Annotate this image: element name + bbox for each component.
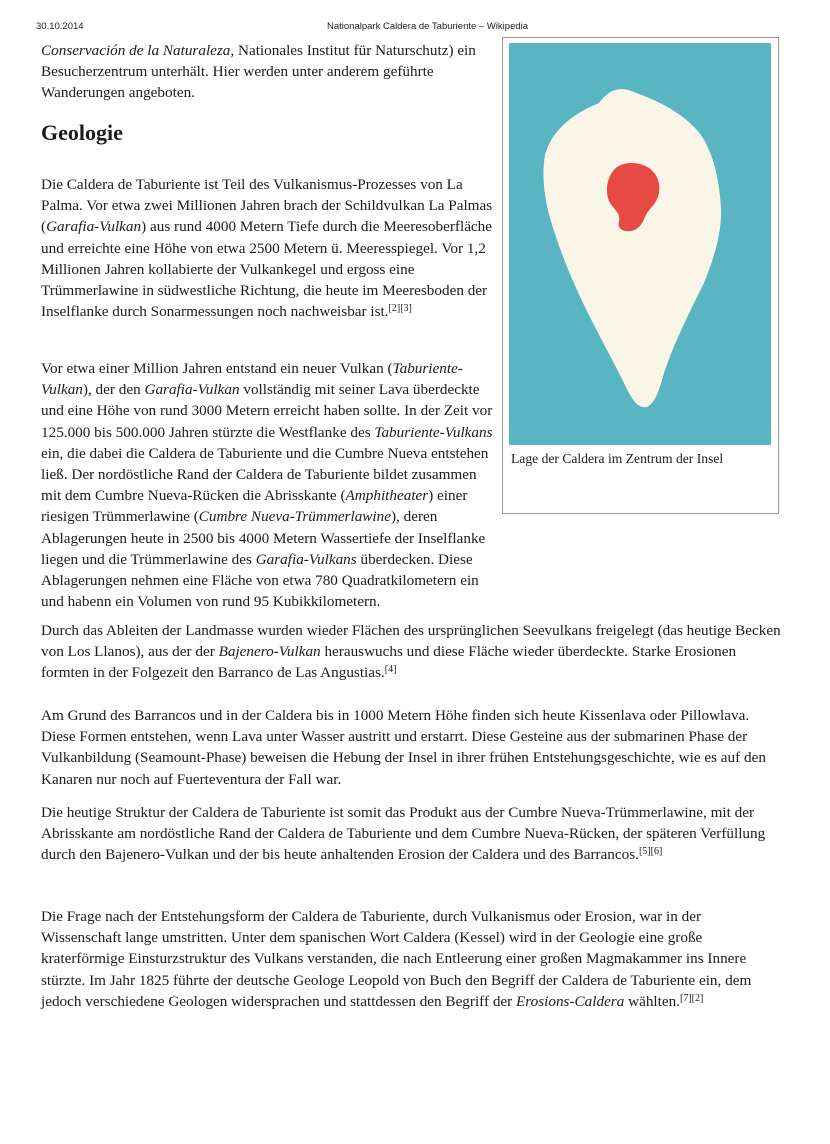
location-map-figure [502,37,779,514]
paragraph-2: Vor etwa einer Million Jahren entstand ein neuer Vulkan (Taburiente-Vulkan), der den Garafia-Vulkan vollständig mit seiner Lava überdeckte und eine Höhe von rund 3000 Metern erreicht haben sollte. In der Zeit vor 125.000 bis 500.000 Jahren stürzte die Westflanke des Taburiente-Vulkans ein, die dabei die Caldera de Taburiente und die Cumbre Nueva entstehen ließ. Der nordöstliche Rand der Caldera de Taburiente bildet zusammen mit dem Cumbre Nueva-Rücken die Abrisskante (Amphitheater) einer riesigen Trümmerlawine (Cumbre Nueva-Trümmerlawine), deren Ablagerungen heute in 2500 bis 4000 Metern Wassertiefe der Inselflanke liegen und die Trümmerlawine des Garafia-Vulkans überdecken. Diese Ablagerungen nehmen eine Fläche von etwa 780 Quadratkilometern ein und habenn ein Volumen von rund 95 Kubikkilometern. [41,360,493,611]
reference-link[interactable]: [5][6] [638,846,663,858]
section-heading: Geologie [41,120,123,145]
figure-caption: Lage der Caldera im Zentrum der Insel [511,451,724,466]
paragraph-5: Die heutige Struktur der Caldera de Taburiente ist somit das Produkt aus der Cumbre Nueva-Trümmerlawine, mit der Abrisskante am nordöstliche Rand der Caldera de Taburiente und dem Cumbre Nueva-Rücken, der späteren Verfüllung durch den Bajenero-Vulkan und der bis heute anhaltenden Erosion der Caldera und des Barrancos.[5][6] [41,804,766,864]
print-date: 30.10.2014 [36,21,84,32]
paragraph-1: Die Caldera de Taburiente ist Teil des Vulkanismus-Prozesses von La Palma. Vor etwa zwei Millionen Jahren brach der Schildvulkan La Palmas (Garafia-Vulkan) aus rund 4000 Metern Tiefe durch die Meeresoberfläche und erreichte eine Höhe von etwa 2500 Metern ü. Meeresspiegel. Vor 1,2 Millionen Jahren kollabierte der Vulkankegel und ergoss eine Trümmerlawine in südwestliche Richtung, die heute im Meeresboden der Inselflanke durch Sonarmessungen noch nachweisbar ist.[2][3] [41,176,493,321]
paragraph-6: Die Frage nach der Entstehungsform der Caldera de Taburiente, durch Vulkanismus oder Erosion, war in der Wissenschaft lange umstritten. Unter dem spanischen Wort Caldera (Kessel) wird in der Geologie eine große kraterförmige Einsturzstruktur des Vulkans verstanden, die nach Entleerung einer großen Magmakammer ins Innere stürzte. Im Jahr 1825 führte der deutsche Geologe Leopold von Buch den Begriff der Caldera de Taburiente ein, dem jedoch verschiedene Geologen widersprachen und stattdessen den Begriff der Erosions-Caldera wählten.[7][2] [41,908,752,1010]
paragraph-4: Am Grund des Barrancos und in der Caldera bis in 1000 Metern Höhe finden sich heute Kissenlava oder Pillowlava. Diese Formen entstehen, wenn Lava unter Wasser austritt und erstarrt. Diese Gesteine aus der submarinen Phase der Vulkanbildung (Seamount-Phase) beweisen die Hebung der Insel in ihrer frühen Entstehungsgeschichte, wie es auf den Kanaren nur noch auf Fuerteventura der Fall war. [41,707,766,788]
reference-link[interactable]: [4] [384,664,397,676]
reference-link[interactable]: [7][2] [679,992,704,1004]
intro-paragraph: Conservación de la Naturaleza, Nationales Institut für Naturschutz) ein Besucherzentrum unterhält. Hier werden unter anderem geführte Wanderungen angeboten. [41,42,476,102]
print-page-title: Nationalpark Caldera de Taburiente – Wikipedia [327,21,529,32]
la-palma-map[interactable] [509,43,771,445]
paragraph-3: Durch das Ableiten der Landmasse wurden wieder Flächen des ursprünglichen Seevulkans freigelegt (das heutige Becken von Los Llanos), aus der der Bajenero-Vulkan herauswuchs und diese Fläche wieder überdeckte. Starke Erosionen formten in der Folgezeit den Barranco de Las Angustias.[4] [41,622,781,682]
reference-link[interactable]: [2][3] [388,303,412,315]
